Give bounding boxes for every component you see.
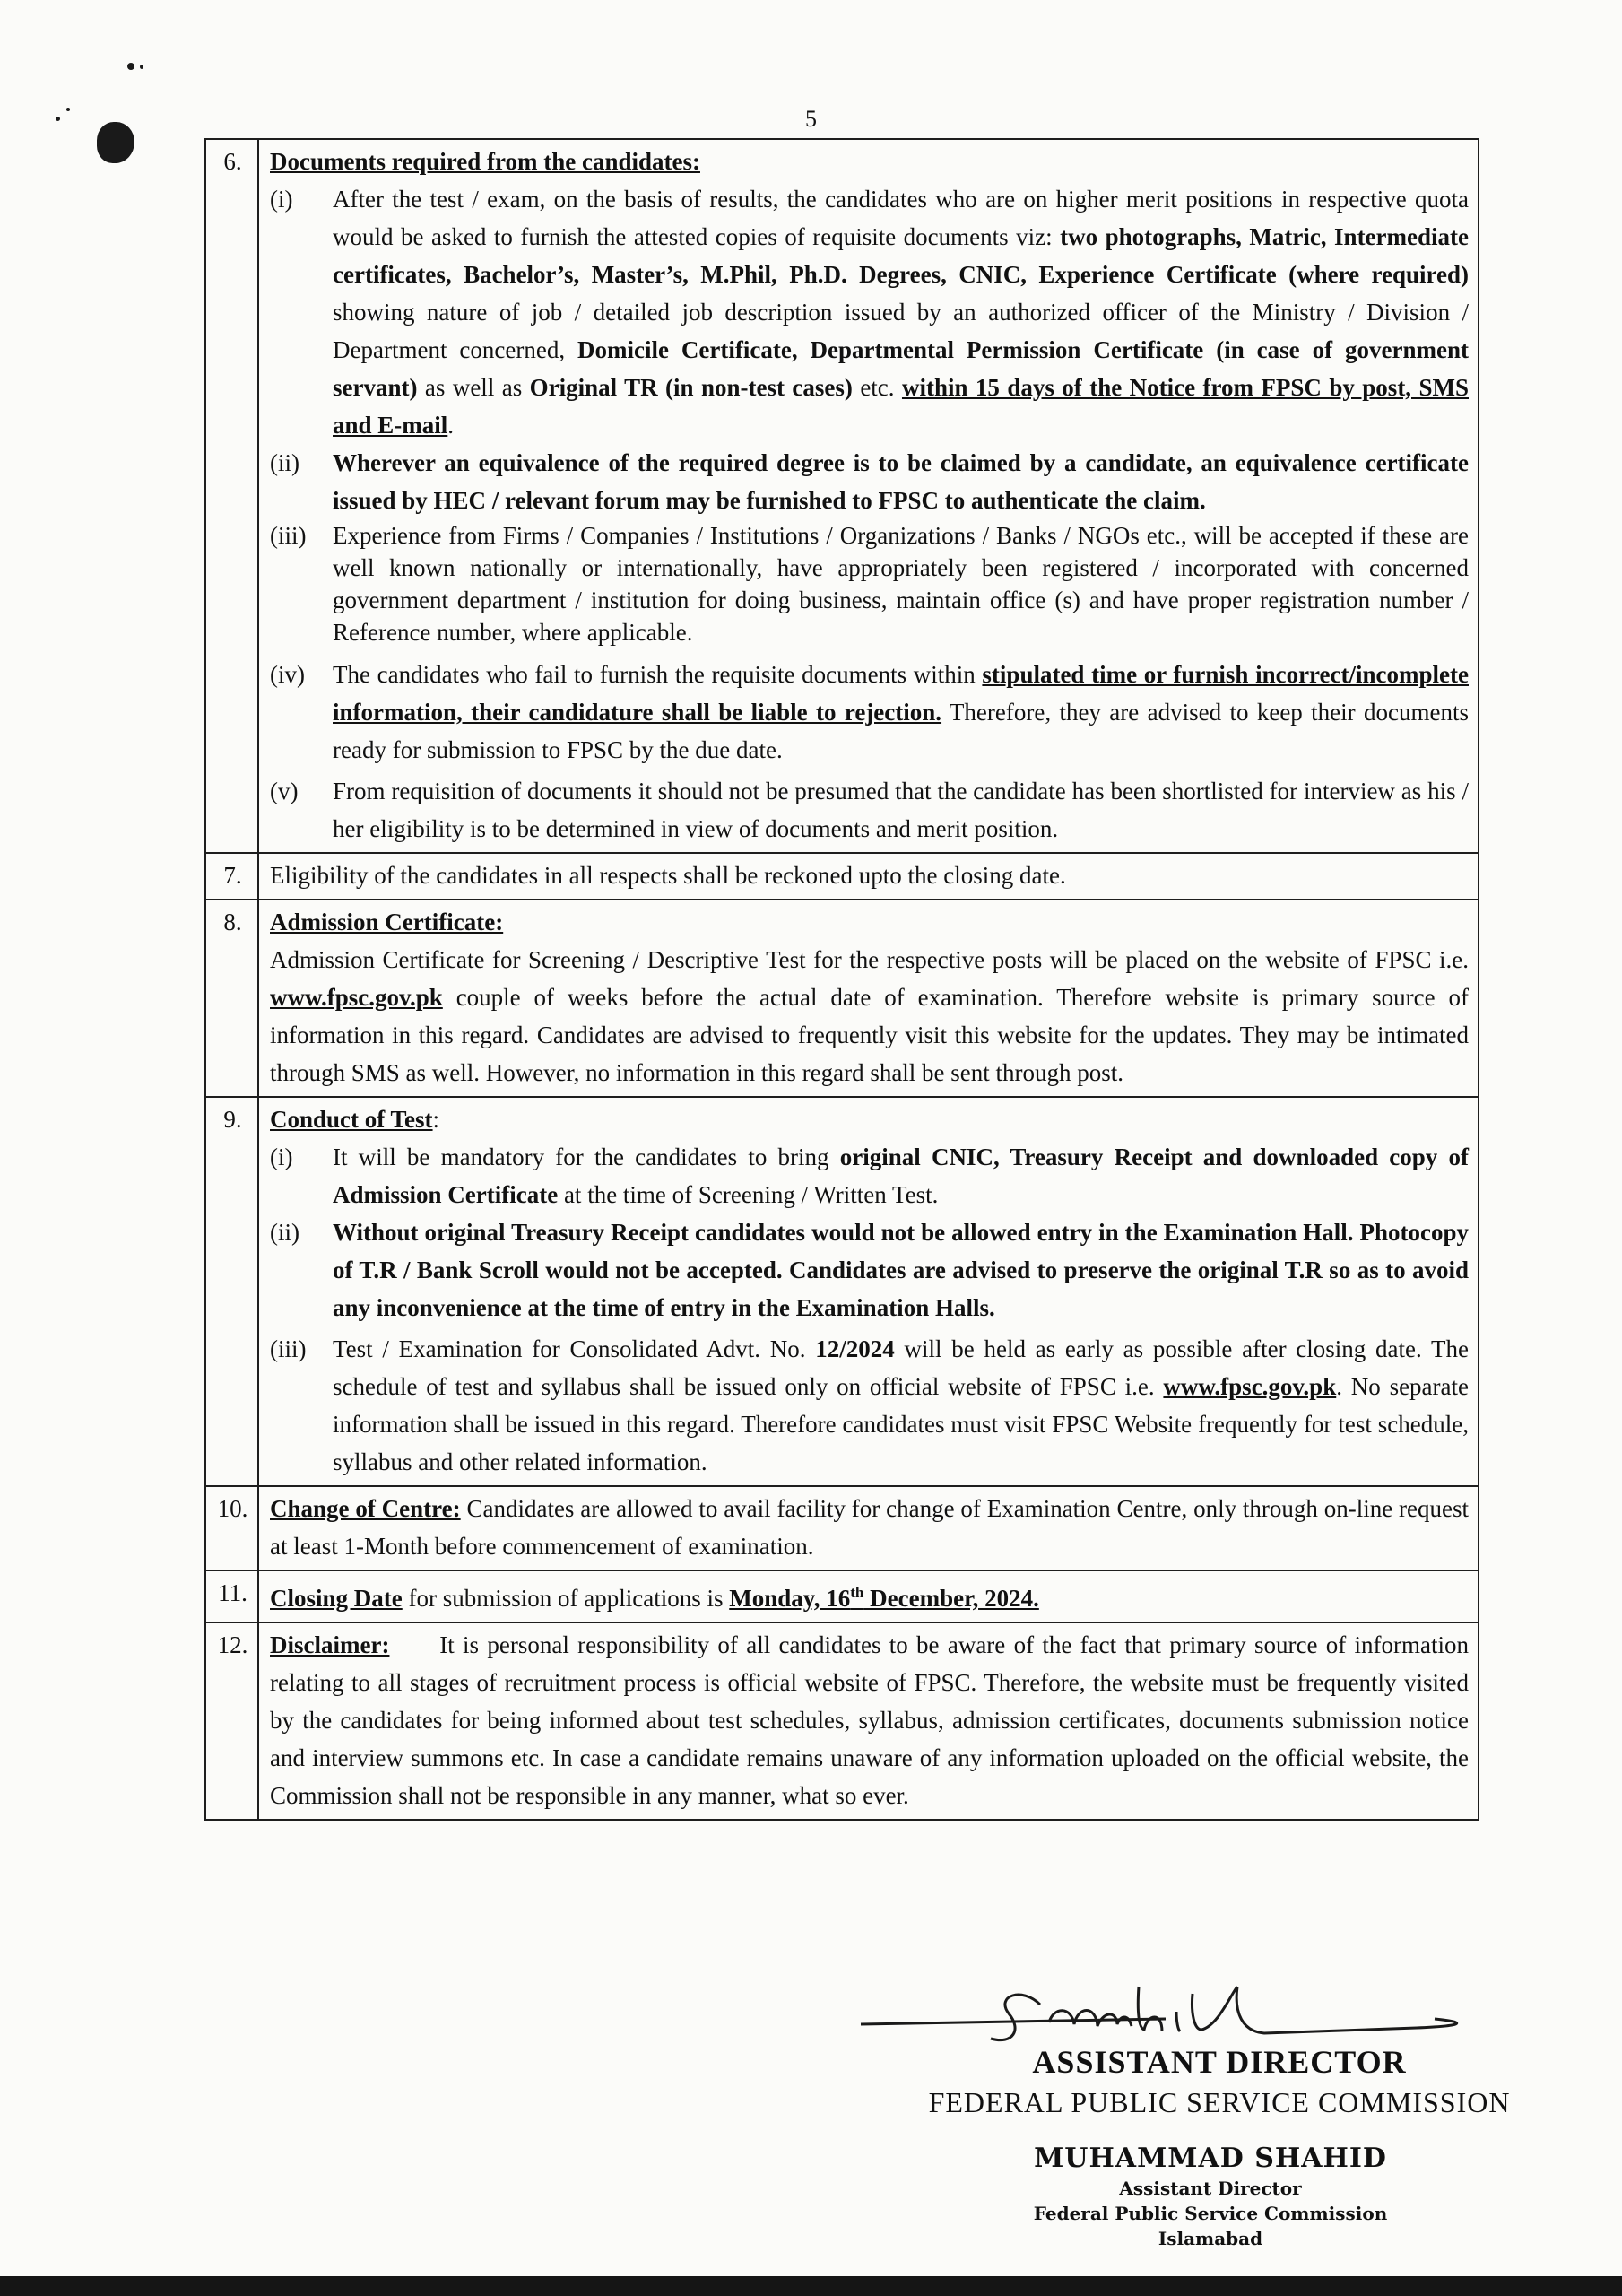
item-number: 8. — [205, 900, 258, 1097]
item-heading: Closing Date — [270, 1585, 403, 1612]
scan-speck — [140, 65, 143, 69]
stamp-designation: Assistant Director — [1119, 2178, 1302, 2199]
sub-item: (iii) Test / Examination for Consolidated Advt. No. 12/2024 will be held as early as possible after closing date. The schedule of test and syllabus shall be issued only on official website of FPSC i.e. www.fpsc.gov.pk. No separate information shall be issued in this regard. Therefore candidates must visit FPSC Website frequently for test schedule, syllabus and other related information. — [270, 1335, 1470, 1475]
item-body: Change of Centre: Candidates are allowed to avail facility for change of Examination Centre, only through on-line request at least 1-Month before commencement of examination. — [258, 1486, 1479, 1570]
item-body: Conduct of Test: (i) It will be mandatory for the candidates to bring original CNIC, Treasury Receipt and downloaded copy of Admission Certificate at the time of Screening / Written Test. (ii) Without original Treasury Receipt candidates would not be allowed entry in the Examination Hall. Photocopy of T.R / Bank Scroll would not be accepted. Candidates are advised to preserve the original T.R so as to avoid any inconvenience at the time of entry in the Examination Halls. (iii) Test / Examination for Consolidated Advt. No. 12/2024 will be held as early as possible after closing date. The schedule of test and syllabus shall be issued only on official website of FPSC i.e. www.fpsc.gov.pk. No separate information shall be issued in this regard. Therefore candidates must visit FPSC Website frequently for test schedule, syllabus and other related information. — [258, 1097, 1479, 1486]
item-row — [205, 1097, 1479, 1486]
item-number: 7. — [205, 853, 258, 900]
item-row — [205, 900, 1479, 1097]
item-number: 6. — [205, 139, 258, 853]
closing-date: Monday, 16th December, 2024. — [729, 1584, 1039, 1612]
sub-item: (v) From requisition of documents it should not be presumed that the candidate has been shortlisted for interview as his / her eligibility is to be determined in view of documents and merit position. — [270, 778, 1469, 842]
sub-item: (i) After the test / exam, on the basis of results, the candidates who are on higher merit positions in respective quota would be asked to furnish the attested copies of requisite documents viz: two photographs, Matric, Intermediate certificates, Bachelor’s, Master’s, M.Phil, Ph.D. Degrees, CNIC, Experience Certificate (where required) showing nature of job / detailed job description issued by an authorized officer of the Ministry / Division / Department concerned, Domicile Certificate, Departmental Permission Certificate (in case of government servant) as well as Original TR (in non-test cases) etc. within 15 days of the Notice from FPSC by post, SMS and E-mail. — [270, 186, 1469, 439]
official-stamp — [986, 2142, 1435, 2251]
sub-item: (ii) Wherever an equivalence of the required degree is to be claimed by a candidate, an equivalence certificate issued by HEC / relevant forum may be furnished to FPSC to authenticate the claim. — [270, 449, 1469, 514]
item-row — [205, 1622, 1479, 1820]
item-heading: Disclaimer: — [270, 1631, 390, 1658]
item-number: 9. — [205, 1097, 258, 1486]
sub-item: (i) It will be mandatory for the candidates to bring original CNIC, Treasury Receipt and downloaded copy of Admission Certificate at the time of Screening / Written Test. — [270, 1144, 1469, 1208]
sub-item: (iii) Experience from Firms / Companies / Institutions / Organizations / Banks / NGOs etc., will be accepted if these are well known nationally or internationally, have appropriately been registered / incorporated with concerned government department / institution for doing business, maintain office (s) and have proper registration number / Reference number, where applicable. — [270, 522, 1469, 646]
item-row — [205, 1486, 1479, 1570]
stamp-name: MUHAMMAD SHAHID — [1034, 2143, 1387, 2174]
item-body: Eligibility of the candidates in all respects shall be reckoned upto the closing date. — [258, 853, 1479, 900]
item-row — [205, 139, 1479, 853]
stamp-city: Islamabad — [1158, 2228, 1263, 2249]
item-heading: Admission Certificate: — [270, 909, 504, 935]
sub-item: (ii) Without original Treasury Receipt candidates would not be allowed entry in the Examination Hall. Photocopy of T.R / Bank Scroll would not be accepted. Candidates are advised to preserve the original T.R so as to avoid any inconvenience at the time of entry in the Examination Halls. — [270, 1219, 1469, 1321]
scan-speck — [127, 63, 134, 70]
item-number: 12. — [205, 1622, 258, 1820]
fpsc-link[interactable]: www.fpsc.gov.pk — [270, 984, 443, 1011]
signatory-organization: FEDERAL PUBLIC SERVICE COMMISSION — [928, 2086, 1511, 2118]
item-row — [205, 1570, 1479, 1622]
fpsc-link[interactable]: www.fpsc.gov.pk — [1163, 1373, 1337, 1400]
item-heading: Documents required from the candidates: — [270, 148, 700, 175]
item-body: Disclaimer: It is personal responsibility of all candidates to be aware of the fact that primary source of information relating to all stages of recruitment process is official website of FPSC. Therefore, the website must be frequently visited by the candidates for being informed about test schedules, syllabus, admission certificates, documents submission notice and interview summons etc. In case a candidate remains unaware of any information uploaded on the official website, the Commission shall not be responsible in any manner, what so ever. — [258, 1622, 1479, 1820]
item-number: 11. — [205, 1570, 258, 1622]
instructions-table — [204, 138, 1479, 1821]
item-row — [205, 853, 1479, 900]
item-body: Admission Certificate: Admission Certificate for Screening / Descriptive Test for the respective posts will be placed on the website of FPSC i.e. www.fpsc.gov.pk couple of weeks before the actual date of examination. Therefore website is primary source of information in this regard. Candidates are advised to frequently visit this website for the updates. They may be intimated through SMS as well. However, no information in this regard shall be sent through post. — [258, 900, 1479, 1097]
scan-edge — [0, 2276, 1622, 2296]
sub-item: (iv) The candidates who fail to furnish the requisite documents within stipulated time or furnish incorrect/incomplete information, their candidature shall be liable to rejection. Therefore, they are advised to keep their documents ready for submission to FPSC by the due date. — [270, 661, 1469, 763]
item-body: Closing Date for submission of applications is Monday, 16th December, 2024. — [258, 1570, 1479, 1622]
page-number: 5 — [805, 106, 817, 132]
item-heading: Conduct of Test — [270, 1106, 433, 1133]
item-number: 10. — [205, 1486, 258, 1570]
item-body — [258, 139, 1479, 853]
signatory-title: ASSISTANT DIRECTOR — [1032, 2044, 1407, 2080]
item-heading: Change of Centre: — [270, 1495, 461, 1522]
stamp-organization: Federal Public Service Commission — [1033, 2203, 1388, 2224]
